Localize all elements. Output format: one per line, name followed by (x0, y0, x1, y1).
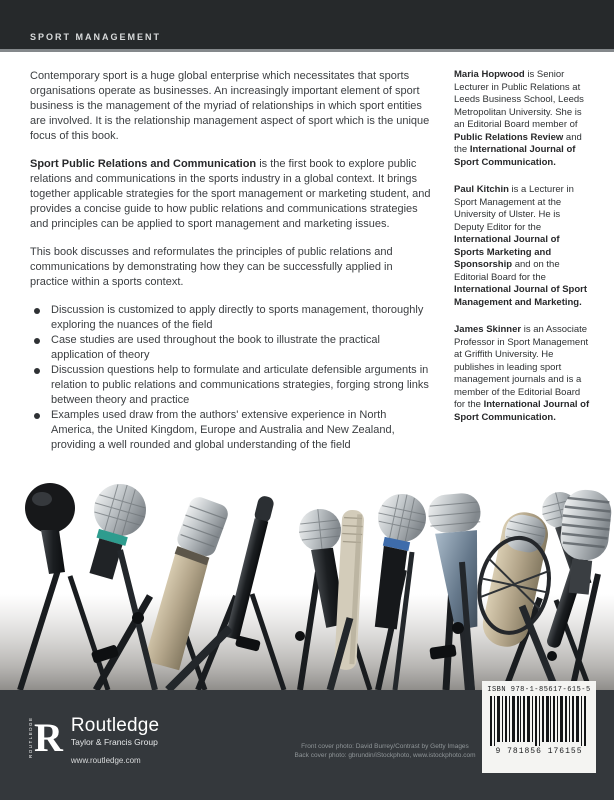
paragraph-book-text: is the first book to explore public relations and communications in the sports industry in a global context. It brings together applicable strategies for the sport management or marketing student, and provides a concise guide to how public relations and communications strategies and principles can be applied to sport management and marketing issues. (30, 158, 431, 230)
publisher-group: Taylor & Francis Group (70, 737, 158, 747)
bio-text: is an Associate Professor in Sport Management at Griffith University. He publishes in leading sport management journals and is a member of the Editorial Board for the (454, 324, 589, 410)
bullet-text: Examples used draw from the authors' extensive experience in North America, the United Kingdom, Europe and Australia and New Zealand, providing a well rounded and global understanding of the field (51, 409, 395, 451)
series-label: SPORT MANAGEMENT (30, 32, 161, 42)
routledge-mark-icon (28, 716, 63, 760)
bullet-text: Discussion is customized to apply directly to sports management, thoroughly exploring the nuances of the field (51, 304, 424, 331)
author-name: Maria Hopwood (454, 69, 525, 80)
publisher-website: www.routledge.com (70, 756, 141, 765)
bio-text: is Senior Lecturer in Public Relations at Leeds Business School, Leeds Metropolitan University. She is an Editorial Board member of (454, 69, 584, 130)
paragraph-intro-text: Contemporary sport is a huge global enterprise which necessitates that sports organisations operate as businesses. An increasingly important element of sport business is the management of the myriad of relationships in which sport entities are involved. It is the relationship management aspect of sport which is the unique focus of this book. (30, 70, 430, 142)
author-bio-skinner (454, 324, 592, 424)
journal-name: International Journal of Sport Communication. (454, 399, 590, 423)
bio-text: and the (454, 131, 582, 155)
description-column (30, 69, 432, 453)
author-name: Paul Kitchin (454, 184, 509, 195)
footer (0, 686, 614, 800)
photo-credit-back: Back cover photo: gbrundin/iStockphoto, www.istockphoto.com (294, 752, 476, 759)
paragraph-intro (30, 69, 432, 144)
routledge-r-glyph: R (34, 715, 63, 760)
bullet-item (30, 333, 432, 363)
journal-name: International Journal of Sport Management and Marketing. (454, 284, 588, 308)
microphones-photo (0, 478, 614, 690)
routledge-vertical-text: ROUTLEDGE (28, 716, 33, 758)
journal-name: International Journal of Sports Marketing and Sponsorship (454, 234, 560, 270)
microphones-photo-svg (0, 478, 614, 690)
bullet-text: Discussion questions help to formulate and articulate defensible arguments in relation to public relations and communications strategies, forging strong links between theory and practice (51, 364, 429, 406)
journal-name: Public Relations Review (454, 131, 564, 143)
author-bios-column (454, 69, 592, 453)
isbn-barcode (482, 681, 596, 773)
isbn-label: ISBN 978-1-85617-615-5 (487, 686, 591, 694)
series-banner (0, 0, 614, 52)
content-area (0, 55, 614, 453)
author-bio-kitchin (454, 184, 592, 309)
paragraph-summary (30, 245, 432, 290)
barcode-bars (490, 696, 588, 746)
author-bio-hopwood (454, 69, 592, 169)
journal-name: International Journal of Sport Communication. (454, 144, 576, 168)
feature-bullet-list (30, 303, 432, 453)
bio-text: is a Lecturer in Sport Management at the University of Ulster. He is Deputy Editor for the (454, 184, 574, 233)
bullet-text: Case studies are used throughout the book to illustrate the practical application of theory (51, 334, 380, 361)
paragraph-summary-text: This book discusses and reformulates the principles of public relations and communications by demonstrating how they can be successfully applied in practice within a sports context. (30, 246, 393, 288)
publisher-imprint: Routledge (70, 715, 160, 736)
author-name: James Skinner (454, 324, 522, 335)
book-title-inline: Sport Public Relations and Communication (30, 158, 257, 170)
bullet-item (30, 408, 432, 453)
photo-credits (255, 742, 515, 760)
paragraph-book (30, 157, 432, 232)
bullet-item (30, 363, 432, 408)
bio-text: and on the Editorial Board for the (454, 259, 560, 283)
isbn-digits: 9 781856 176155 (495, 747, 583, 756)
publisher-logo (28, 716, 159, 765)
bullet-item (30, 303, 432, 333)
photo-credit-front: Front cover photo: David Burrey/Contrast by Getty Images (301, 743, 469, 750)
publisher-text-block (71, 716, 159, 765)
